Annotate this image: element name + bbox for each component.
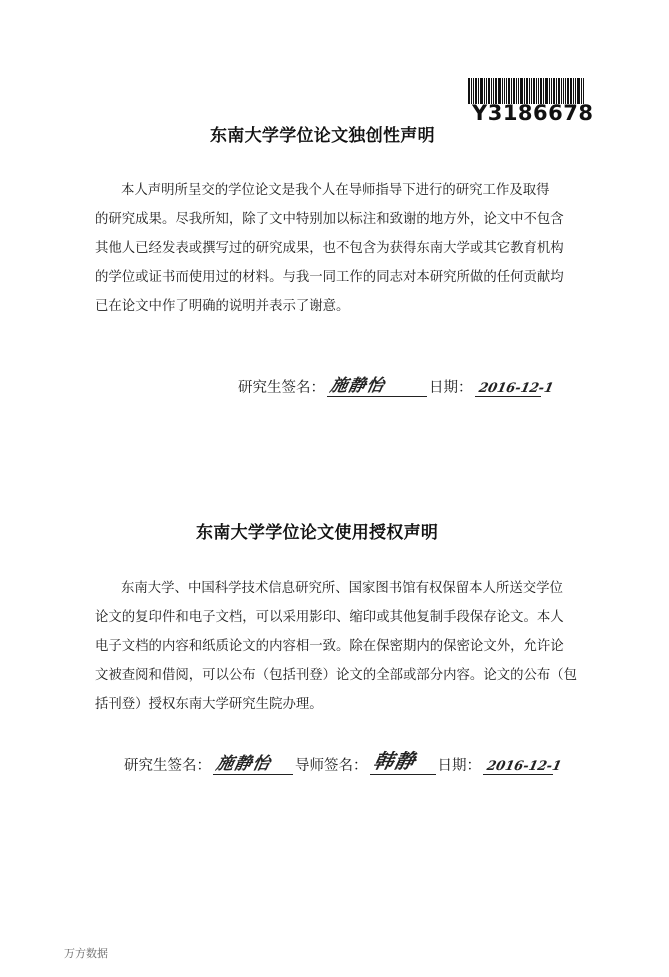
paragraph-line: 论文的复印件和电子文档，可以采用影印、缩印或其他复制手段保存论文。本人 bbox=[95, 610, 564, 625]
authorization-statement-title: 东南大学学位论文使用授权声明 bbox=[196, 523, 439, 543]
paragraph-line: 文被查阅和借阅，可以公布（包括刊登）论文的全部或部分内容。论文的公布（包 bbox=[95, 668, 578, 683]
student-signature: 施静怡 bbox=[214, 754, 273, 774]
date-label: 日期： bbox=[429, 380, 473, 396]
paragraph-line: 其他人已经发表或撰写过的研究成果，也不包含为获得东南大学或其它教育机构 bbox=[95, 241, 564, 256]
authorization-statement-paragraph bbox=[95, 574, 615, 719]
advisor-signature-field bbox=[370, 749, 436, 775]
paragraph-line: 本人声明所呈交的学位论文是我个人在导师指导下进行的研究工作及取得 bbox=[121, 183, 550, 198]
barcode-number: Y3186678 bbox=[472, 101, 594, 125]
date-label: 日期： bbox=[437, 758, 481, 774]
student-signature-field bbox=[213, 752, 293, 775]
paragraph-line: 的研究成果。尽我所知，除了文中特别加以标注和致谢的地方外，论文中不包含 bbox=[95, 212, 564, 227]
originality-signature-row bbox=[238, 374, 555, 397]
paragraph-line: 电子文档的内容和纸质论文的内容相一致。除在保密期内的保密论文外，允许论 bbox=[95, 639, 564, 654]
signature-date: 2016-12-1 bbox=[476, 381, 555, 396]
authorization-signature-row bbox=[124, 749, 563, 775]
advisor-signature: 韩静 bbox=[370, 749, 418, 773]
student-signature-label: 研究生签名： bbox=[238, 380, 325, 396]
paragraph-line: 已在论文中作了明确的说明并表示了谢意。 bbox=[95, 299, 350, 314]
barcode-bar bbox=[468, 78, 470, 104]
paragraph-line: 的学位或证书而使用过的材料。与我一同工作的同志对本研究所做的任何贡献均 bbox=[95, 270, 564, 285]
originality-statement-paragraph bbox=[95, 176, 615, 321]
paragraph-line: 括刊登）授权东南大学研究生院办理。 bbox=[95, 697, 323, 712]
date-field bbox=[483, 752, 563, 775]
originality-statement-title: 东南大学学位论文独创性声明 bbox=[210, 126, 435, 146]
wanfang-watermark: 万方数据 bbox=[64, 947, 108, 960]
student-signature-field bbox=[327, 374, 427, 397]
signature-date: 2016-12-1 bbox=[485, 759, 563, 774]
student-signature-label: 研究生签名： bbox=[124, 758, 211, 774]
student-signature: 施静怡 bbox=[328, 376, 387, 396]
advisor-signature-label: 导师签名： bbox=[295, 758, 368, 774]
date-field bbox=[475, 374, 555, 397]
paragraph-line: 东南大学、中国科学技术信息研究所、国家图书馆有权保留本人所送交学位 bbox=[121, 581, 563, 596]
